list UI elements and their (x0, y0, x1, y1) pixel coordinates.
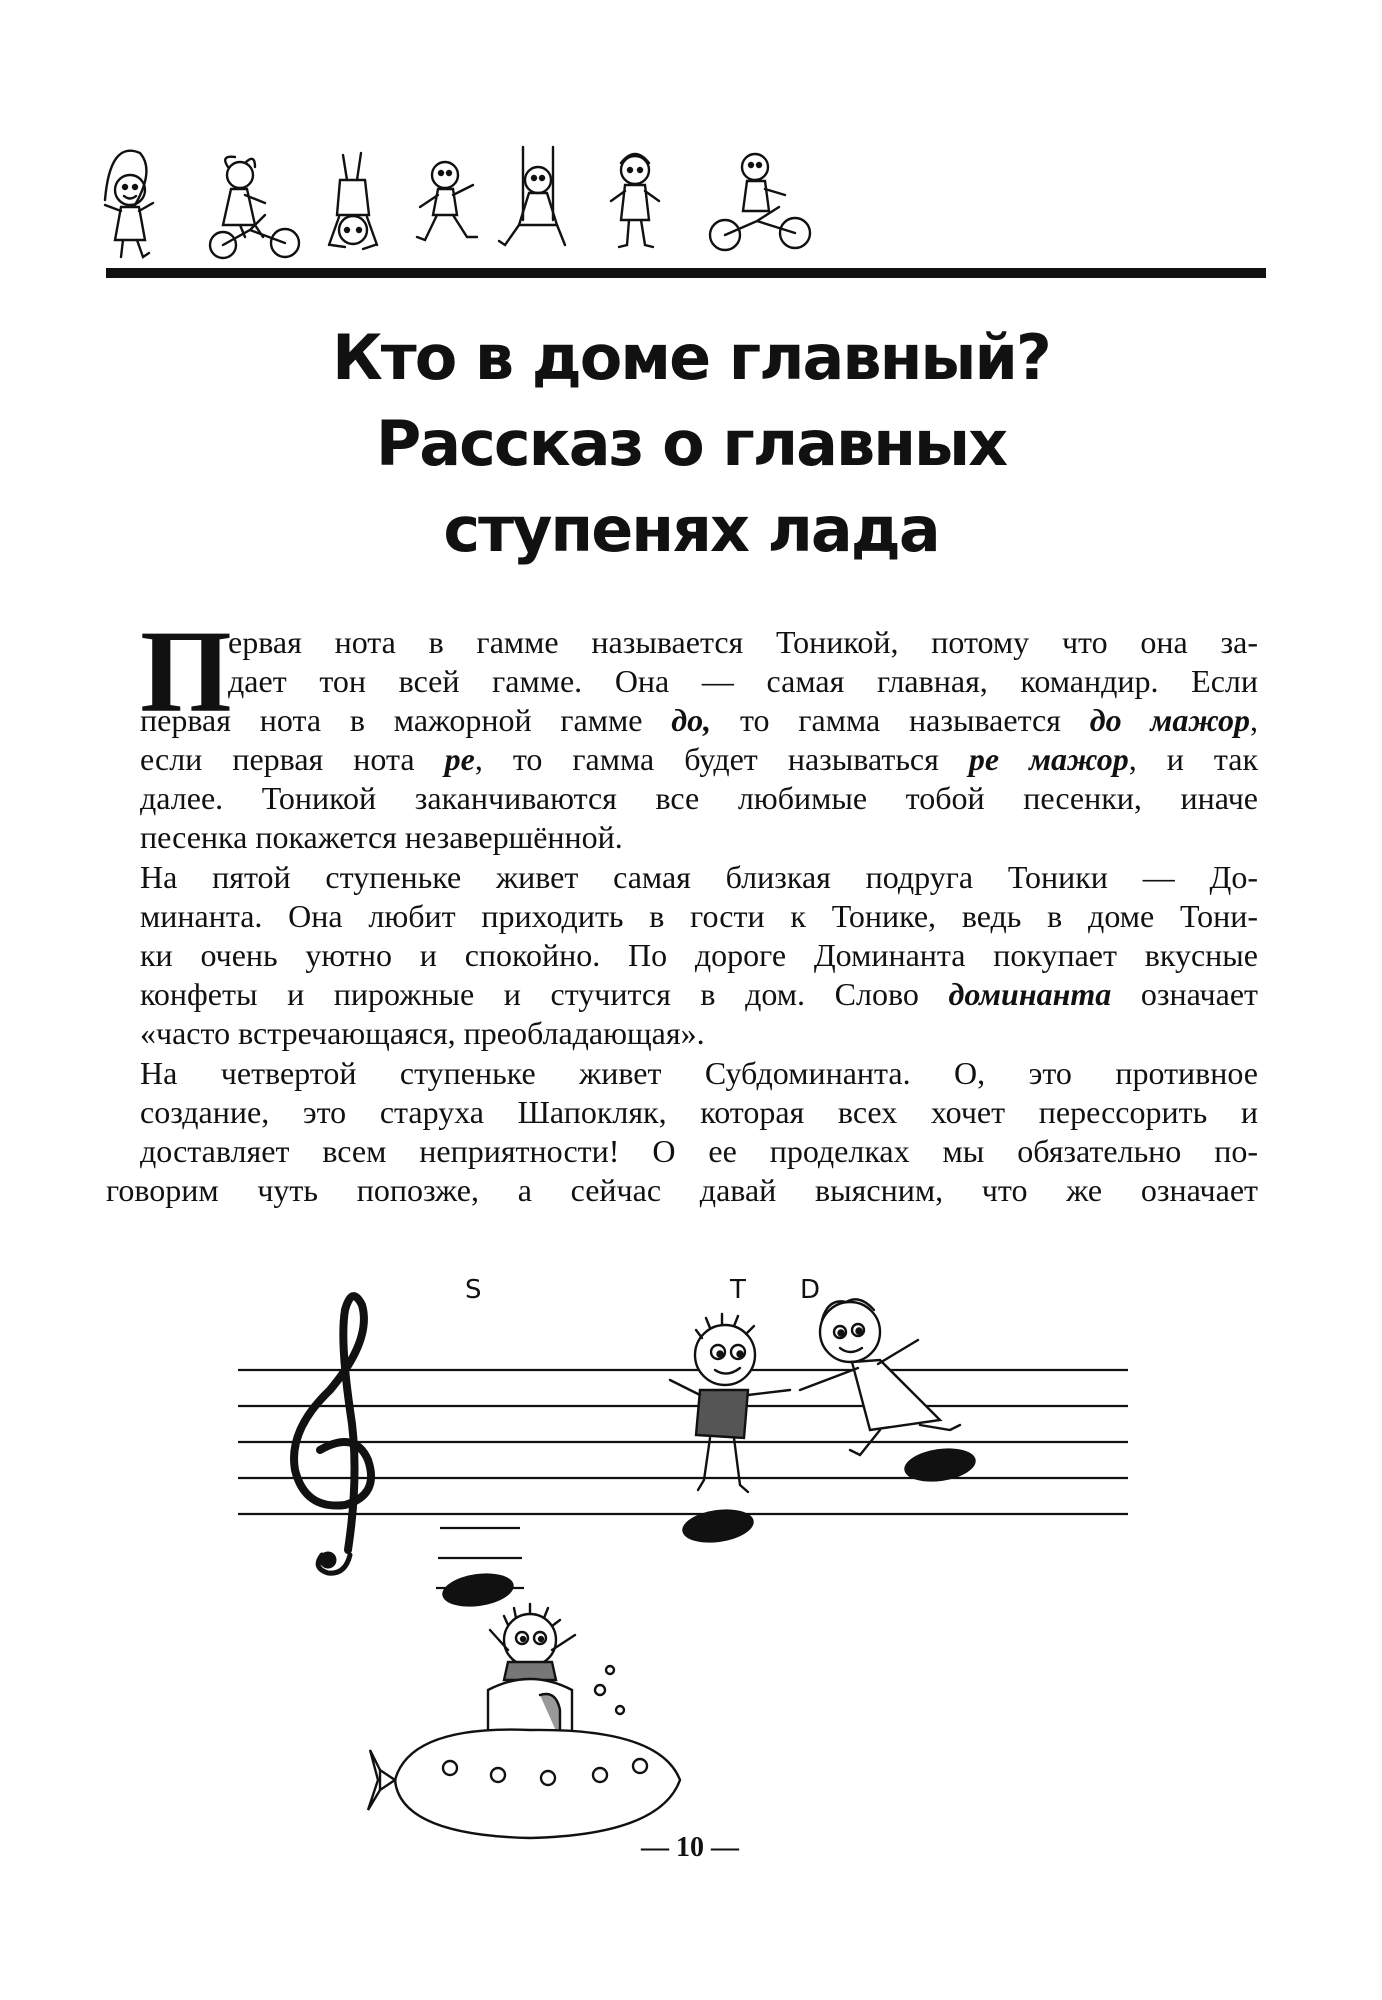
title-line: Кто в доме главный? (332, 321, 1050, 394)
dominant-girl-icon (800, 1299, 960, 1455)
title-line: ступенях лада (443, 493, 939, 566)
text-line (140, 935, 1258, 975)
tonic-boy-icon (670, 1314, 790, 1492)
text-segment: минанта. Она любит приходить в гости к Тонике, ведь в доме Тони- (140, 898, 1258, 934)
header-rule (106, 268, 1266, 278)
text-line (140, 778, 1258, 818)
note-subdominant (440, 1569, 516, 1611)
text-line (106, 1170, 1258, 1210)
text-line (140, 1092, 1258, 1132)
text-line (140, 1131, 1258, 1171)
text-segment: первая нота в мажорной гамме (140, 702, 672, 738)
emphasized-term: до, (671, 702, 712, 738)
text-segment: дает тон всей гамме. Она — самая главная, командир. Если (228, 663, 1258, 699)
text-line (140, 896, 1258, 936)
note-dominant (902, 1444, 978, 1486)
staff-illustration (0, 1270, 1382, 1850)
text-segment: означает (1111, 976, 1259, 1012)
emphasized-term: доминанта (948, 976, 1112, 1012)
text-line (140, 1053, 1258, 1093)
text-line (140, 1013, 1258, 1053)
emphasized-term: ре (444, 741, 475, 777)
text-line (140, 739, 1258, 779)
title-line: Рассказ о главных (375, 407, 1007, 480)
standing-kid-icon (611, 154, 659, 247)
text-line (140, 857, 1258, 897)
text-segment: далее. Тоникой заканчиваются все любимые тобой песенки, иначе (140, 780, 1258, 816)
text-segment: , и так (1128, 741, 1259, 777)
text-segment: ервая нота в гамме называется Тоникой, потому что она за- (228, 624, 1258, 660)
text-line (228, 622, 1258, 662)
text-segment: песенка покажется незавершённой. (140, 819, 623, 855)
text-segment: На пятой ступеньке живет самая близкая подруга Тоники — До- (140, 859, 1258, 895)
running-kid-icon (417, 162, 477, 240)
page-title (0, 315, 1382, 573)
text-segment: создание, это старуха Шапокляк, которая всех хочет перессорить и (140, 1094, 1258, 1130)
text-segment: если первая нота (140, 741, 445, 777)
page-number: — 10 — (641, 1832, 739, 1863)
text-line (140, 974, 1258, 1014)
text-segment: На четвертой ступеньке живет Субдоминанта. О, это противное (140, 1055, 1258, 1091)
bike-girl-icon (210, 157, 299, 258)
jump-rope-kid-icon (105, 151, 153, 257)
staff-label-s: S (465, 1275, 482, 1305)
text-segment: доставляет всем неприятности! О ее проделках мы обязательно по- (140, 1133, 1258, 1169)
text-segment: , (1250, 702, 1259, 738)
text-line (228, 661, 1258, 701)
emphasized-term: до мажор (1089, 702, 1251, 738)
note-tonic (680, 1505, 756, 1547)
text-segment: ки очень уютно и спокойно. По дороге Доминанта покупает вкусные (140, 937, 1258, 973)
submarine-icon (368, 1604, 680, 1838)
text-line (140, 817, 1258, 857)
text-segment: , то гамма будет называться (474, 741, 969, 777)
treble-clef-icon (294, 1296, 371, 1573)
bike-boy-icon (710, 154, 810, 250)
text-segment: конфеты и пирожные и стучится в дом. Слово (140, 976, 949, 1012)
text-segment: говорим чуть попозже, а сейчас давай выясним, что же означает (106, 1172, 1258, 1208)
text-line (140, 700, 1258, 740)
text-segment: «часто встречающаяся, преобладающая». (140, 1015, 705, 1051)
swing-girl-icon (499, 147, 565, 245)
drop-cap: П (140, 606, 232, 737)
handstand-kid-icon (329, 153, 377, 249)
text-segment: то гамма называется (711, 702, 1090, 738)
emphasized-term: ре мажор (968, 741, 1129, 777)
staff-label-d: D (800, 1275, 821, 1305)
header-kids-illustration (95, 145, 825, 265)
staff-label-t: T (730, 1275, 746, 1305)
